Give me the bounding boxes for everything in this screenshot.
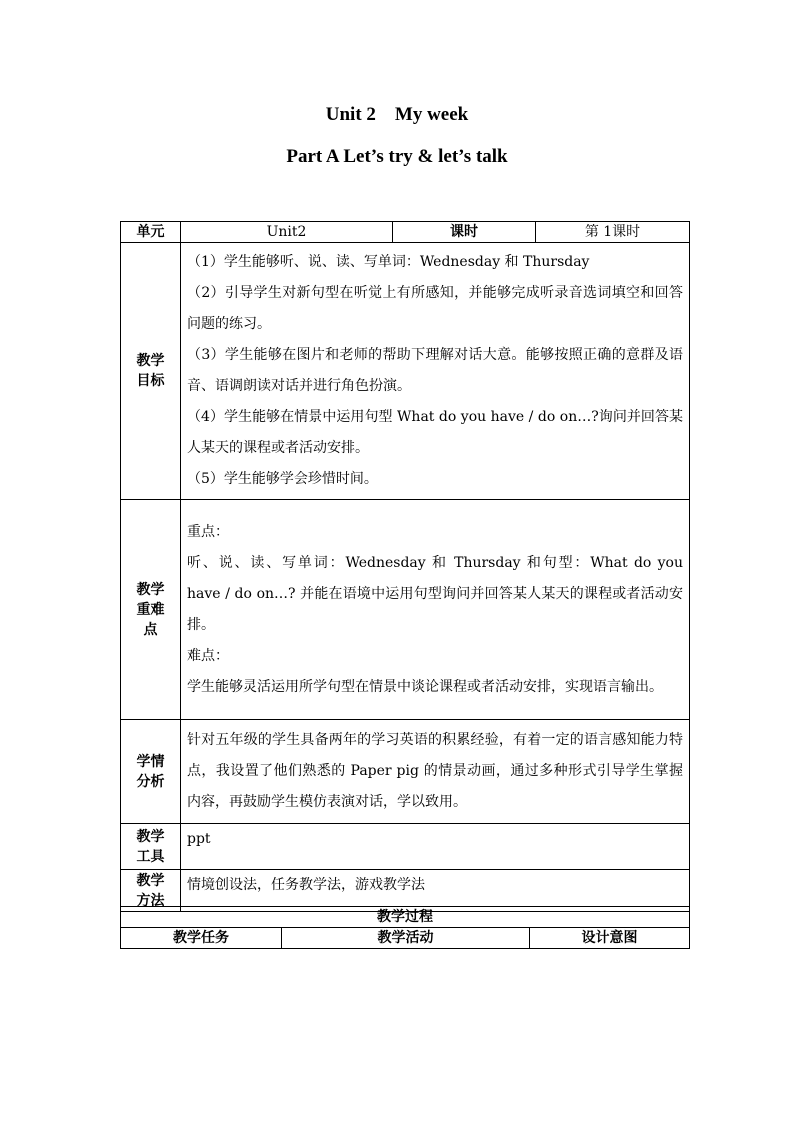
objective-item: （5）学生能够学会珍惜时间。	[187, 471, 378, 487]
unit-label: 单元	[121, 222, 181, 243]
analysis-content	[181, 720, 690, 824]
unit-value: Unit2	[181, 222, 393, 243]
document-subtitle: Part A Let’s try & let’s talk	[286, 146, 508, 167]
difficulty-label: 难点：	[187, 647, 229, 664]
tools-content	[181, 824, 690, 870]
column-header-intent: 设计意图	[530, 928, 690, 949]
objective-item: （2）引导学生对新句型在听觉上有所感知，并能够完成听录音选词填空和回答问题的练习。	[187, 285, 683, 332]
column-header-task: 教学任务	[121, 928, 282, 949]
tools-text: ppt	[187, 831, 211, 847]
analysis-text: 针对五年级的学生具备两年的学习英语的积累经验，有着一定的语言感知能力特点，我设置了他们熟悉的 Paper pig 的情景动画，通过多种形式引导学生掌握内容，再鼓励学生模仿表演对话，学以致用。	[187, 732, 683, 810]
process-title: 教学过程	[121, 907, 690, 928]
document-title: Unit 2 My week	[325, 104, 469, 125]
focus-label: 重点：	[187, 523, 229, 540]
column-header-activity: 教学活动	[282, 928, 530, 949]
analysis-label	[121, 720, 181, 824]
objectives-content	[181, 243, 690, 500]
focus-text: 听、说、读、写单词：Wednesday 和 Thursday 和句型：What do you have / do on…? 并能在语境中运用句型询问并回答某人某天的课程或者活动安排。	[187, 554, 683, 633]
methods-text: 情境创设法，任务教学法，游戏教学法	[187, 877, 425, 893]
keypoints-label	[121, 500, 181, 720]
process-table	[120, 906, 690, 949]
keypoints-content	[181, 500, 690, 720]
objective-item: （3）学生能够在图片和老师的帮助下理解对话大意。能够按照正确的意群及语音、语调朗读对话并进行角色扮演。	[187, 347, 683, 394]
objective-item: （1）学生能够听、说、读、写单词：Wednesday 和 Thursday	[187, 254, 590, 270]
objectives-label-text: 教学 目标	[136, 353, 165, 389]
tools-label	[121, 824, 181, 870]
lesson-plan-table	[120, 242, 690, 912]
keypoints-label-text: 教学 重难 点	[136, 581, 165, 638]
period-label: 课时	[393, 222, 536, 243]
analysis-label-text: 学情 分析	[136, 753, 165, 790]
objective-item: （4）学生能够在情景中运用句型 What do you have / do on…?询问并回答某人某天的课程或者活动安排。	[187, 409, 683, 456]
tools-label-text: 教学 工具	[136, 828, 165, 865]
period-value: 第 1课时	[536, 222, 690, 243]
difficulty-text: 学生能够灵活运用所学句型在情景中谈论课程或者活动安排，实现语言输出。	[187, 678, 663, 695]
lesson-header-table	[120, 221, 690, 243]
methods-label-text: 教学 方法	[136, 872, 165, 909]
objectives-label	[121, 243, 181, 500]
